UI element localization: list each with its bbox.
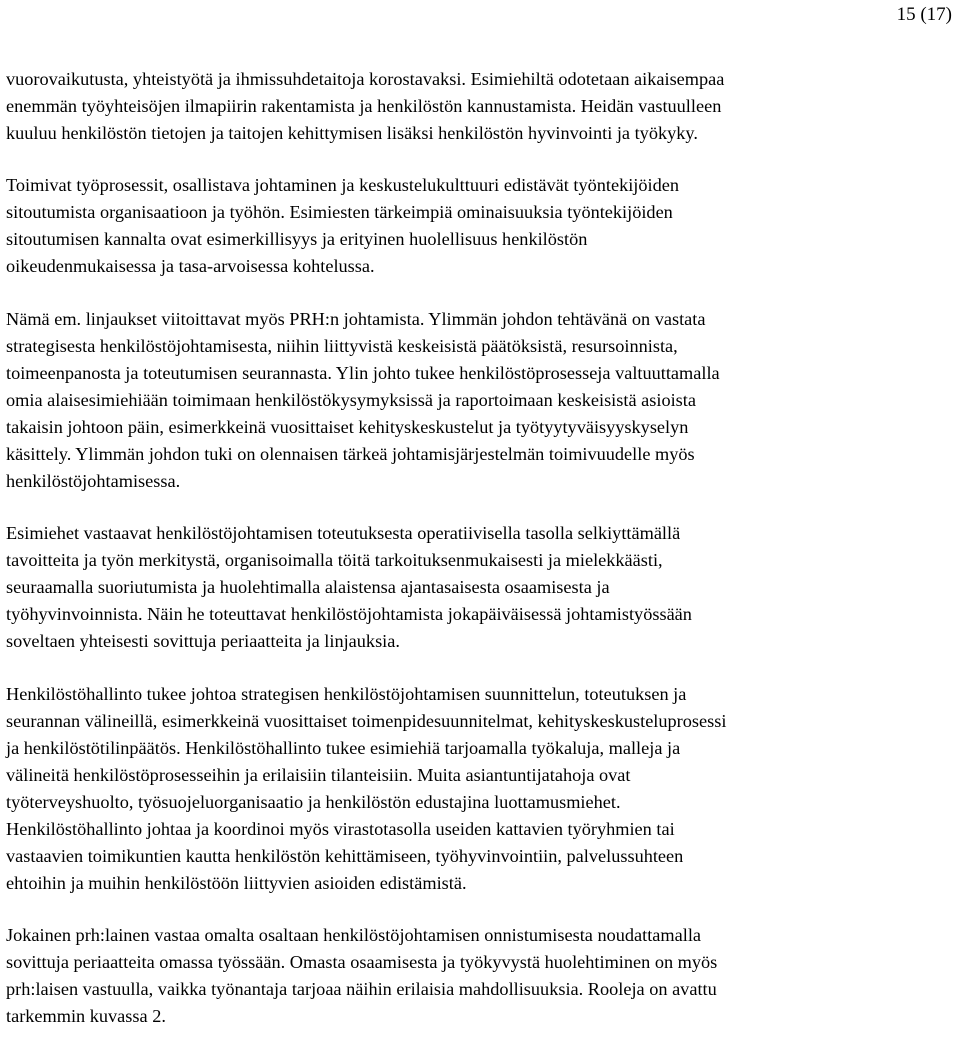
text-line: Esimiehet vastaavat henkilöstöjohtamisen toteutuksesta operatiivisella tasolla selkiyttämällä (6, 523, 681, 543)
text-line: strategisesta henkilöstöjohtamisesta, niihin liittyvistä keskeisistä päätöksistä, resursoinnista, (6, 336, 678, 356)
paragraph-1 (6, 66, 954, 147)
text-line: kuuluu henkilöstön tietojen ja taitojen kehittymisen lisäksi henkilöstön hyvinvointi ja työkyky. (6, 123, 698, 143)
text-line: vuorovaikutusta, yhteistyötä ja ihmissuhdetaitoja korostavaksi. Esimiehiltä odotetaan aikaisempaa (6, 69, 725, 89)
text-line: ja henkilöstötilinpäätös. Henkilöstöhallinto tukee esimiehiä tarjoamalla työkaluja, malleja ja (6, 738, 681, 758)
text-line: sovittuja periaatteita omassa työssään. Omasta osaamisesta ja työkyvystä huolehtiminen on myös (6, 952, 718, 972)
text-line: toimeenpanosta ja toteutumisen seurannasta. Ylin johto tukee henkilöstöprosesseja valtuuttamalla (6, 363, 720, 383)
text-line: soveltaen yhteisesti sovittuja periaatteita ja linjauksia. (6, 631, 400, 651)
text-line: välineitä henkilöstöprosesseihin ja erilaisiin tilanteisiin. Muita asiantuntijatahoja ovat (6, 765, 631, 785)
paragraph-5 (6, 681, 954, 897)
text-line: käsittely. Ylimmän johdon tuki on olennaisen tärkeä johtamisjärjestelmän toimivuudelle myös (6, 444, 695, 464)
text-line: sitoutumisen kannalta ovat esimerkillisyys ja erityinen huolellisuus henkilöstön (6, 229, 588, 249)
page-number: 15 (17) (896, 4, 952, 25)
text-line: tarkemmin kuvassa 2. (6, 1006, 166, 1026)
text-line: vastaavien toimikuntien kautta henkilöstön kehittämiseen, työhyvinvointiin, palvelussuhteen (6, 846, 684, 866)
paragraph-6 (6, 922, 954, 1030)
text-line: seurannan välineillä, esimerkkeinä vuosittaiset toimenpidesuunnitelmat, kehityskeskusteluprosessi (6, 711, 727, 731)
text-line: henkilöstöjohtamisessa. (6, 471, 181, 491)
text-line: ehtoihin ja muihin henkilöstöön liittyvien asioiden edistämistä. (6, 873, 467, 893)
text-line: seuraamalla suoriutumista ja huolehtimalla alaistensa ajantasaisesta osaamisesta ja (6, 577, 610, 597)
text-line: enemmän työyhteisöjen ilmapiirin rakentamista ja henkilöstön kannustamista. Heidän vastuulleen (6, 96, 722, 116)
text-line: prh:laisen vastuulla, vaikka työnantaja tarjoaa näihin erilaisia mahdollisuuksia. Rooleja on avattu (6, 979, 717, 999)
text-line: työhyvinvoinnista. Näin he toteuttavat henkilöstöjohtamista jokapäiväisessä johtamistyössään (6, 604, 692, 624)
paragraph-2 (6, 172, 954, 280)
text-line: sitoutumista organisaatioon ja työhön. Esimiesten tärkeimpiä ominaisuuksia työntekijöiden (6, 202, 673, 222)
document-body (6, 66, 954, 1054)
text-line: työterveyshuolto, työsuojeluorganisaatio ja henkilöstön edustajina luottamusmiehet. (6, 792, 621, 812)
paragraph-3 (6, 306, 954, 495)
text-line: Nämä em. linjaukset viitoittavat myös PRH:n johtamista. Ylimmän johdon tehtävänä on vastata (6, 309, 706, 329)
text-line: omia alaisesimiehiään toimimaan henkilöstökysymyksissä ja raportoimaan keskeisistä asioista (6, 390, 696, 410)
text-line: oikeudenmukaisessa ja tasa-arvoisessa kohtelussa. (6, 256, 375, 276)
text-line: takaisin johtoon päin, esimerkkeinä vuosittaiset kehityskeskustelut ja työtyytyväisyyskyselyn (6, 417, 689, 437)
text-line: Jokainen prh:lainen vastaa omalta osaltaan henkilöstöjohtamisen onnistumisesta noudattamalla (6, 925, 702, 945)
paragraph-4 (6, 520, 954, 655)
text-line: tavoitteita ja työn merkitystä, organisoimalla töitä tarkoituksenmukaisesti ja mielekkäästi, (6, 550, 663, 570)
text-line: Henkilöstöhallinto johtaa ja koordinoi myös virastotasolla useiden kattavien työryhmien tai (6, 819, 675, 839)
text-line: Toimivat työprosessit, osallistava johtaminen ja keskustelukulttuuri edistävät työntekijöiden (6, 175, 679, 195)
text-line: Henkilöstöhallinto tukee johtoa strategisen henkilöstöjohtamisen suunnittelun, toteutuksen ja (6, 684, 687, 704)
